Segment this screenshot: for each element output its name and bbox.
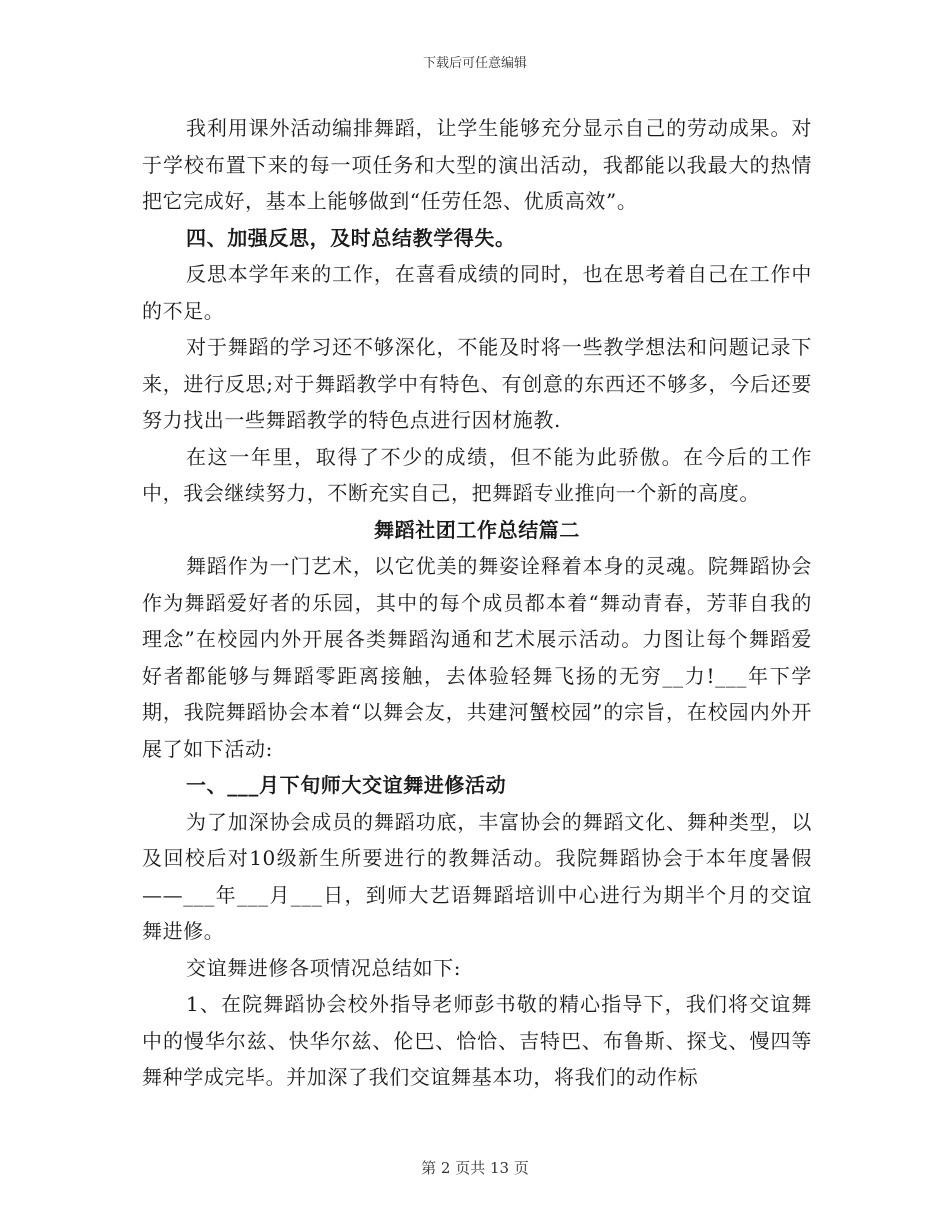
paragraph-7: 交谊舞进修各项情况总结如下:	[186, 955, 462, 980]
heading-ballroom-training: 一、___月下旬师大交谊舞进修活动	[186, 773, 507, 797]
paragraph-1: 我利用课外活动编排舞蹈，让学生能够充分显示自己的劳动成果。对于学校布置下来的每一项任务和大型的演出活动，我都能以我最大的热情把它完成好，基本上能够做到“任劳任怨、优质高效”。	[142, 116, 812, 213]
page-header: 下载后可任意编辑	[422, 56, 527, 71]
paragraph-4: 在这一年里，取得了不少的成绩，但不能为此骄傲。在今后的工作中，我会继续努力，不断充实自己，把舞蹈专业推向一个新的高度。	[142, 444, 812, 505]
paragraph-5: 舞蹈作为一门艺术，以它优美的舞姿诠释着本身的灵魂。院舞蹈协会作为舞蹈爱好者的乐园，其中的每个成员都本着“舞动青春，芳菲自我的理念”在校园内外开展各类舞蹈沟通和艺术展示活动。力图让每个舞蹈爱好者都能够与舞蹈零距离接触，去体验轻舞飞扬的无穷__力!___年下学期，我院舞蹈协会本着“以舞会友，共建河蟹校园”的宗旨，在校园内外开展了如下活动:	[142, 554, 812, 761]
paragraph-2: 反思本学年来的工作，在喜看成绩的同时，也在思考着自己在工作中的不足。	[142, 262, 812, 323]
paragraph-6: 为了加深协会成员的舞蹈功底，丰富协会的舞蹈文化、舞种类型，以及回校后对10级新生所要进行的教舞活动。我院舞蹈协会于本年度暑假——___年___月___日，到师大艺语舞蹈培训中心进行为期半个月的交谊舞进修。	[142, 809, 812, 943]
section-title: 舞蹈社团工作总结篇二	[374, 517, 580, 542]
heading-reflection: 四、加强反思，及时总结教学得失。	[186, 225, 516, 250]
document-body	[142, 110, 812, 1096]
paragraph-3: 对于舞蹈的学习还不够深化，不能及时将一些教学想法和问题记录下来，进行反思;对于舞蹈教学中有特色、有创意的东西还不够多，今后还要努力找出一些舞蹈教学的特色点进行因材施教.	[142, 335, 812, 432]
page-footer: 第 2 页共 13 页	[421, 1159, 529, 1177]
paragraph-8: 1、在院舞蹈协会校外指导老师彭书敬的精心指导下，我们将交谊舞中的慢华尔兹、快华尔兹、伦巴、恰恰、吉特巴、布鲁斯、探戈、慢四等舞种学成完毕。并加深了我们交谊舞基本功，将我们的动作标	[142, 992, 812, 1089]
